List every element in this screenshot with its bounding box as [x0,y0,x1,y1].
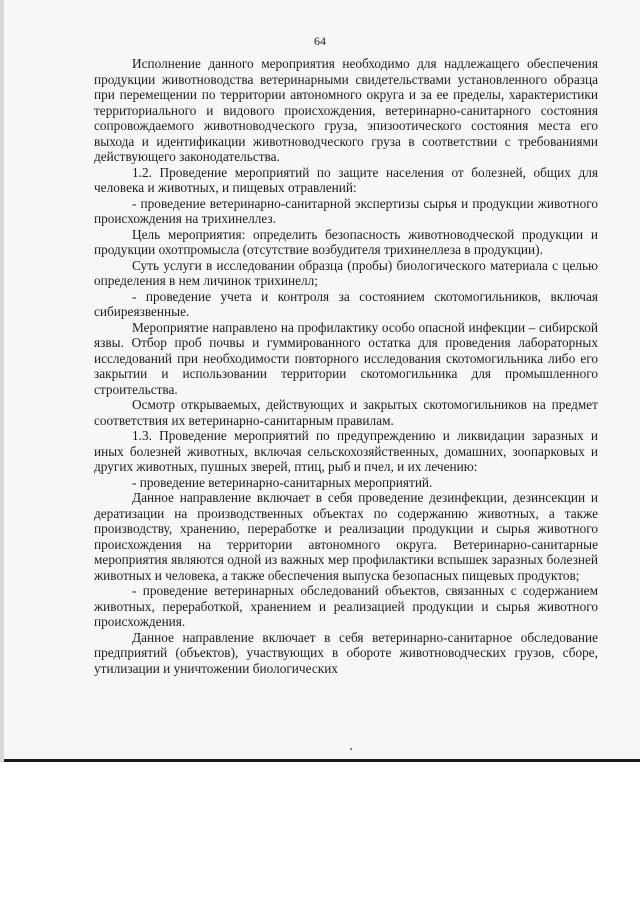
page-number: 64 [314,34,326,48]
paragraph-4: Цель мероприятия: определить безопасность животноводческой продукции и продукции охотпромысла (отсутствие возбудителя трихинеллеза в продукции). [94,226,598,257]
scan-speck [350,748,352,750]
document-body [94,56,598,676]
paragraph-9: 1.3. Проведение мероприятий по предупреждению и ликвидации заразных и иных болезней животных, включая сельскохозяйственных, домашних, зоопарковых и других животных, пушных зверей, птиц, рыб и пчел, и их лечению: [94,428,598,474]
paragraph-3: - проведение ветеринарно-санитарной экспертизы сырья и продукции животного происхождения на трихинеллез. [94,195,598,226]
paragraph-8: Осмотр открываемых, действующих и закрытых скотомогильников на предмет соответствия их ветеринарно-санитарным правилам. [94,397,598,428]
paragraph-10: - проведение ветеринарно-санитарных мероприятий. [132,474,433,490]
scan-edge-shadow [0,0,4,762]
paragraph-13: Данное направление включает в себя ветеринарно-санитарное обследование предприятий (объектов), участвующих в обороте животноводческих грузов, сборе, утилизации и уничтожении биологических [94,629,598,676]
paragraph-6: - проведение учета и контроля за состоянием скотомогильников, включая сибиреязвенные. [94,288,598,319]
paragraph-12: - проведение ветеринарных обследований объектов, связанных с содержанием животных, переработкой, хранением и реализацией продукции и сырья животного происхождения. [94,583,598,629]
blank-margin [0,765,640,905]
paragraph-5: Суть услуги в исследовании образца (пробы) биологического материала с целью определения в нем личинок трихинелл; [94,257,598,288]
paragraph-7: Мероприятие направлено на профилактику особо опасной инфекции – сибирской язвы. Отбор проб почвы и гуммированного остатка для проведения лабораторных исследований при необходимости повторного исследования скотомогильника либо его закрытии и использовании территории скотомогильника для промышленного строительства. [94,319,598,397]
paragraph-1: Исполнение данного мероприятия необходимо для надлежащего обеспечения продукции животноводства ветеринарными свидетельствами установленного образца при перемещении по территории автономного округа и за ее пределы, характеристики территориального и видового происхождения, ветеринарно-санитарного состояния сопровождаемого животноводческого груза, эпизоотического состояния места его выхода и идентификации животноводческого груза в соответствии с требованиями действующего законодательства. [94,56,598,164]
paragraph-2: 1.2. Проведение мероприятий по защите населения от болезней, общих для человека и животных, и пищевых отравлений: [94,164,598,195]
paragraph-11: Данное направление включает в себя проведение дезинфекции, дезинсекции и дератизации на производственных объектах по содержанию животных, а также производству, хранению, переработке и реализации продукции и сырья животного происхождения на территории автономного округа. Ветеринарно-санитарные мероприятия являются одной из важных мер профилактики вспышек заразных болезней животных и человека, а также обеспечения выпуска безопасных пищевых продуктов; [94,490,598,583]
